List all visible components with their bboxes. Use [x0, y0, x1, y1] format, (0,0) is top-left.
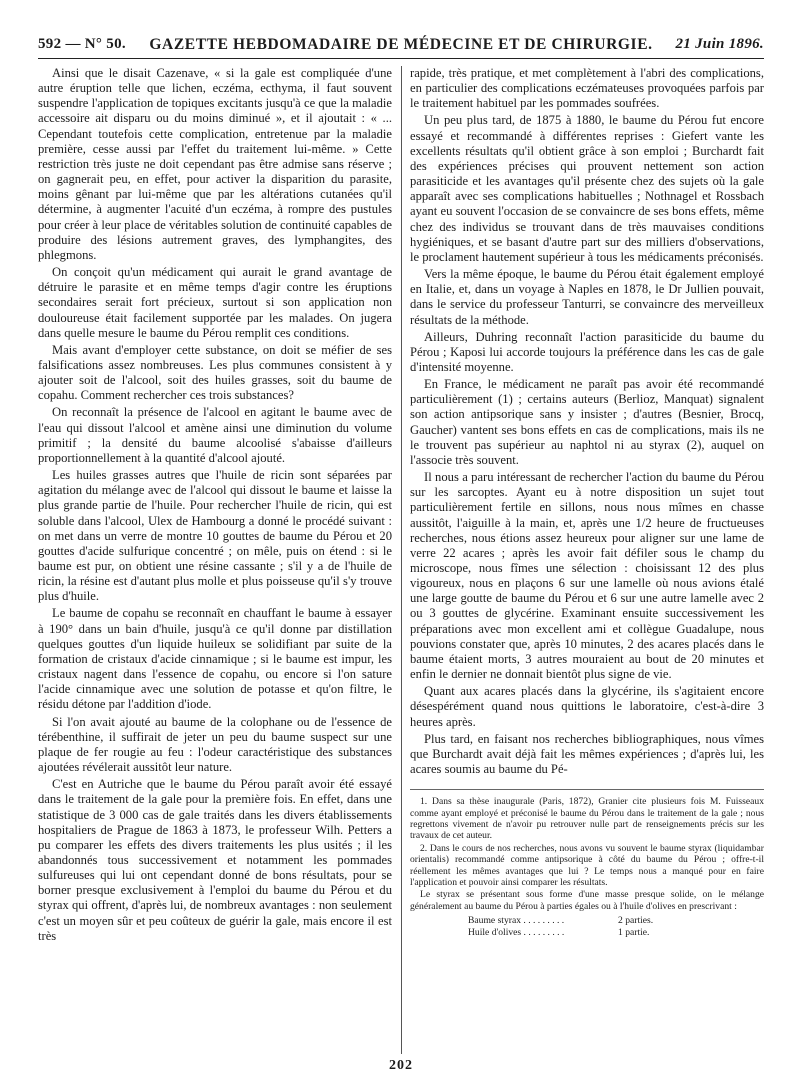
- paragraph: Vers la même époque, le baume du Pérou était également employé en Italie, et, dans un voyage à Naples en 1878, le Dr Jullien pouvait, dans le service du professeur Tanturri, se convaincre des merveilleux résultats de la méthode.: [410, 267, 764, 327]
- paragraph: Le baume de copahu se reconnaît en chauffant le baume à essayer à 190° dans un bain d'huile, jusqu'à ce qu'il donne par distillation quelques gouttes d'un liquide huileux se solidifiant par suite de la formation de cristaux d'acide cinnamique ; si le baume est impur, les cristaux nagent dans l'essence de copahu, ou encore si l'on sature l'acide cinnamique avec une solution de potasse et qu'on filtre, le résidu détone par l'addition d'iode.: [38, 606, 392, 712]
- quantity: 2 parties.: [618, 915, 654, 927]
- paragraph: Ailleurs, Duhring reconnaît l'action parasiticide du baume du Pérou ; Kaposi lui accorde toujours la préférence dans les cas de gale d'intensité moyenne.: [410, 329, 764, 374]
- prescription-line: [468, 915, 764, 927]
- column-divider: [401, 66, 402, 1054]
- footnote-continuation: Le styrax se présentant sous forme d'une masse presque solide, on le mélange généralement au baume du Pérou à parties égales ou à l'huile d'olives en prescrivant :: [410, 889, 764, 912]
- paragraph: C'est en Autriche que le baume du Pérou paraît avoir été essayé dans le traitement de la gale pour la première fois. En effet, dans une statistique de 3 000 cas de gale traités dans les divers établissements hospitaliers de Prague de 1863 à 1873, le professeur Wilh. Petters a pu comparer les effets des divers traitements les plus usités ; il les abandonnés tous successivement et notamment les pommades sulfureuses qui lui ont cependant donné de bons résultats, pour se borner presque exclusivement à l'emploi du baume du Pérou et du styrax qui offrent, d'après lui, de nombreux avantages : non seulement c'est un moyen sûr et peu coûteux de guérir la gale, mais encore il est très: [38, 777, 392, 943]
- paragraph: Les huiles grasses autres que l'huile de ricin sont séparées par agitation du mélange avec de l'alcool qui dissout le baume et laisse la plus grande partie de l'huile. Pour rechercher l'huile de ricin, qui est soluble dans l'alcool, Ulex de Hambourg a donné le procédé suivant : on met dans un verre de montre 10 gouttes de baume du Pérou et 20 gouttes d'acide sulfurique concentré ; on mêle, puis on étend : si le baume est pur, on obtient une résine cassante ; s'il y a de l'huile de ricin, la résine est d'autant plus molle et plus poisseuse qu'il s'y trouve plus d'huile.: [38, 468, 392, 604]
- page-number: 592 — N° 50.: [38, 36, 126, 52]
- paragraph: On conçoit qu'un médicament qui aurait le grand avantage de détruire le parasite et en même temps d'agir contre les éruptions secondaires serait fort précieux, surtout si son application non douloureuse était facilement supportée par les malades. On jugera dans quelle mesure le baume du Pérou remplit ces conditions.: [38, 265, 392, 340]
- prescription-line: [468, 927, 764, 939]
- journal-page: [38, 34, 764, 1074]
- ingredient: Huile d'olives . . . . . . . . .: [468, 927, 565, 939]
- ingredient: Baume styrax . . . . . . . . .: [468, 915, 565, 927]
- prescription: [468, 915, 764, 939]
- paragraph: On reconnaît la présence de l'alcool en agitant le baume avec de l'eau qui dissout l'alcool et amène ainsi une diminution du volume primitif ; la densité du baume alcoolisé s'abaisse d'ailleurs proportionnellement à la quantité d'alcool ajouté.: [38, 405, 392, 465]
- journal-title: GAZETTE HEBDOMADAIRE DE MÉDECINE ET DE CHIRURGIE.: [149, 36, 653, 53]
- paragraph: Si l'on avait ajouté au baume de la colophane ou de l'essence de térébenthine, il suffirait de jeter un peu du baume suspect sur une plaque de fer rougie au feu : l'odeur caractéristique des substances ajoutées révélerait aussitôt leur nature.: [38, 714, 392, 775]
- paragraph: Il nous a paru intéressant de rechercher l'action du baume du Pérou sur les sarcoptes. Ayant eu à notre disposition un sujet tout particulièrement fertile en sillons, nous nous mîmes en chasse aussitôt, l'aiguille à la main, et, après une 1/2 heure de fructueuses recherches, nous étions assez heureux pour aligner sur une lame de verre 22 acares ; après les avoir fait défiler sous le champ du microscope, nous fîmes une sélection : choisissant 12 des plus vigoureux, nous en plaçons 6 sur une lamelle où nous avions étalé une large goutte de baume du Pérou et 6 sur une autre lamelle avec 2 ou 3 gouttes de glycérine. Examinant ensuite successivement les préparations avec mon excellent ami et collègue Guadalupe, nous pouvions constater que, après 10 minutes, 2 des acares placés dans le baume étaient morts, 3 autres mouraient au bout de 20 minutes et enfin le dernier ne donnait bientôt plus signe de vie.: [410, 470, 764, 682]
- paragraph: Ainsi que le disait Cazenave, « si la gale est compliquée d'une autre éruption telle que lichen, eczéma, ecthyma, il faut souvent suspendre l'application de topiques excitants jusqu'à ce que la maladie accessoire ait disparu ou du moins diminué », et il ajoutait : « ... Cependant toutefois cette complication, entretenue par la maladie première, cesse aussi par l'effet du traitement lui-même. » Cette restriction très juste ne doit cependant pas être admise sans réserve ; on gagnerait peu, en effet, pour activer la disparition du parasite, moins gênant par lui-même que par les altérations cutanées qu'il détermine, à augmenter l'acuité d'un eczéma, à rompre des pustules pour créer à leur place de véritables solution de continuité capables de produire des lésions autrement graves, des lymphangites, des phlegmons.: [38, 66, 392, 262]
- footnote: 2. Dans le cours de nos recherches, nous avons vu souvent le baume styrax (liquidambar orientalis) recommandé comme antipsorique à côté du baume du Pérou ; offre-t-il réellement les mêmes avantages que lui ? Le temps nous a manqué pour en faire l'application et pouvoir ainsi comparer les résultats.: [410, 842, 764, 889]
- right-column: [410, 66, 764, 1054]
- paragraph: En France, le médicament ne paraît pas avoir été recommandé particulièrement (1) ; certains auteurs (Berlioz, Manquat) signalent son action antipsorique sans y insister ; d'autres (Besnier, Brocq, Gaucher) vantent ses bons effets en cas de complications, mais ils ne le trouvent pas supérieur au naphtol ni au styrax (2), auquel on l'associe très souvent.: [410, 377, 764, 467]
- paragraph: Quant aux acares placés dans la glycérine, ils s'agitaient encore désespérément quand nous quittions le laboratoire, c'est-à-dire 3 heures après.: [410, 684, 764, 729]
- left-column: [38, 66, 392, 1054]
- running-header: [38, 34, 764, 59]
- quantity: 1 partie.: [618, 927, 650, 939]
- paragraph: rapide, très pratique, et met complètement à l'abri des complications, en particulier des complications eczémateuses provoquées parfois par le traitement habituel par les pommades soufrées.: [410, 66, 764, 111]
- paragraph: Mais avant d'employer cette substance, on doit se méfier de ses falsifications assez nombreuses. Les plus communes consistent à y ajouter soit de l'alcool, soit des huiles grasses, soit du baume de copahu. Comment rechercher ces trois substances?: [38, 342, 392, 403]
- issue-date: 21 Juin 1896.: [675, 36, 764, 52]
- paragraph: Plus tard, en faisant nos recherches bibliographiques, nous vîmes que Burchardt avait déjà fait les mêmes expériences ; d'après lui, les acares soumis au baume du Pé-: [410, 731, 764, 777]
- folio-number: 202: [389, 1058, 413, 1073]
- two-column-body: [38, 66, 764, 1054]
- paragraph: Un peu plus tard, de 1875 à 1880, le baume du Pérou fut encore essayé et recommandé à différentes reprises : Giefert vante les excellents résultats qu'il obtient grâce à son emploi ; Burchardt fait des expériences précises qui prouvent nettement son action parasiticide et les avantages qu'il présente chez des sujets où la gale apparaît avec ses complications habituelles ; Nothnagel et Rossbach ayant eu souvent l'occasion de se convaincre de ses bons effets, même chez des individus se trouvant dans de très mauvaises conditions hygiéniques, et se basant d'autre part sur des milliers d'observations, le proclament hautement supérieur à tous les médicaments préconisés.: [410, 113, 764, 264]
- footnotes: [410, 789, 764, 939]
- footnote: 1. Dans sa thèse inaugurale (Paris, 1872), Granier cite plusieurs fois M. Fuisseaux comme ayant employé et préconisé le baume du Pérou dans le traitement de la gale ; nous regrettons vivement de n'avoir pu retrouver nulle part de renseignements précis sur les travaux de cet auteur.: [410, 796, 764, 842]
